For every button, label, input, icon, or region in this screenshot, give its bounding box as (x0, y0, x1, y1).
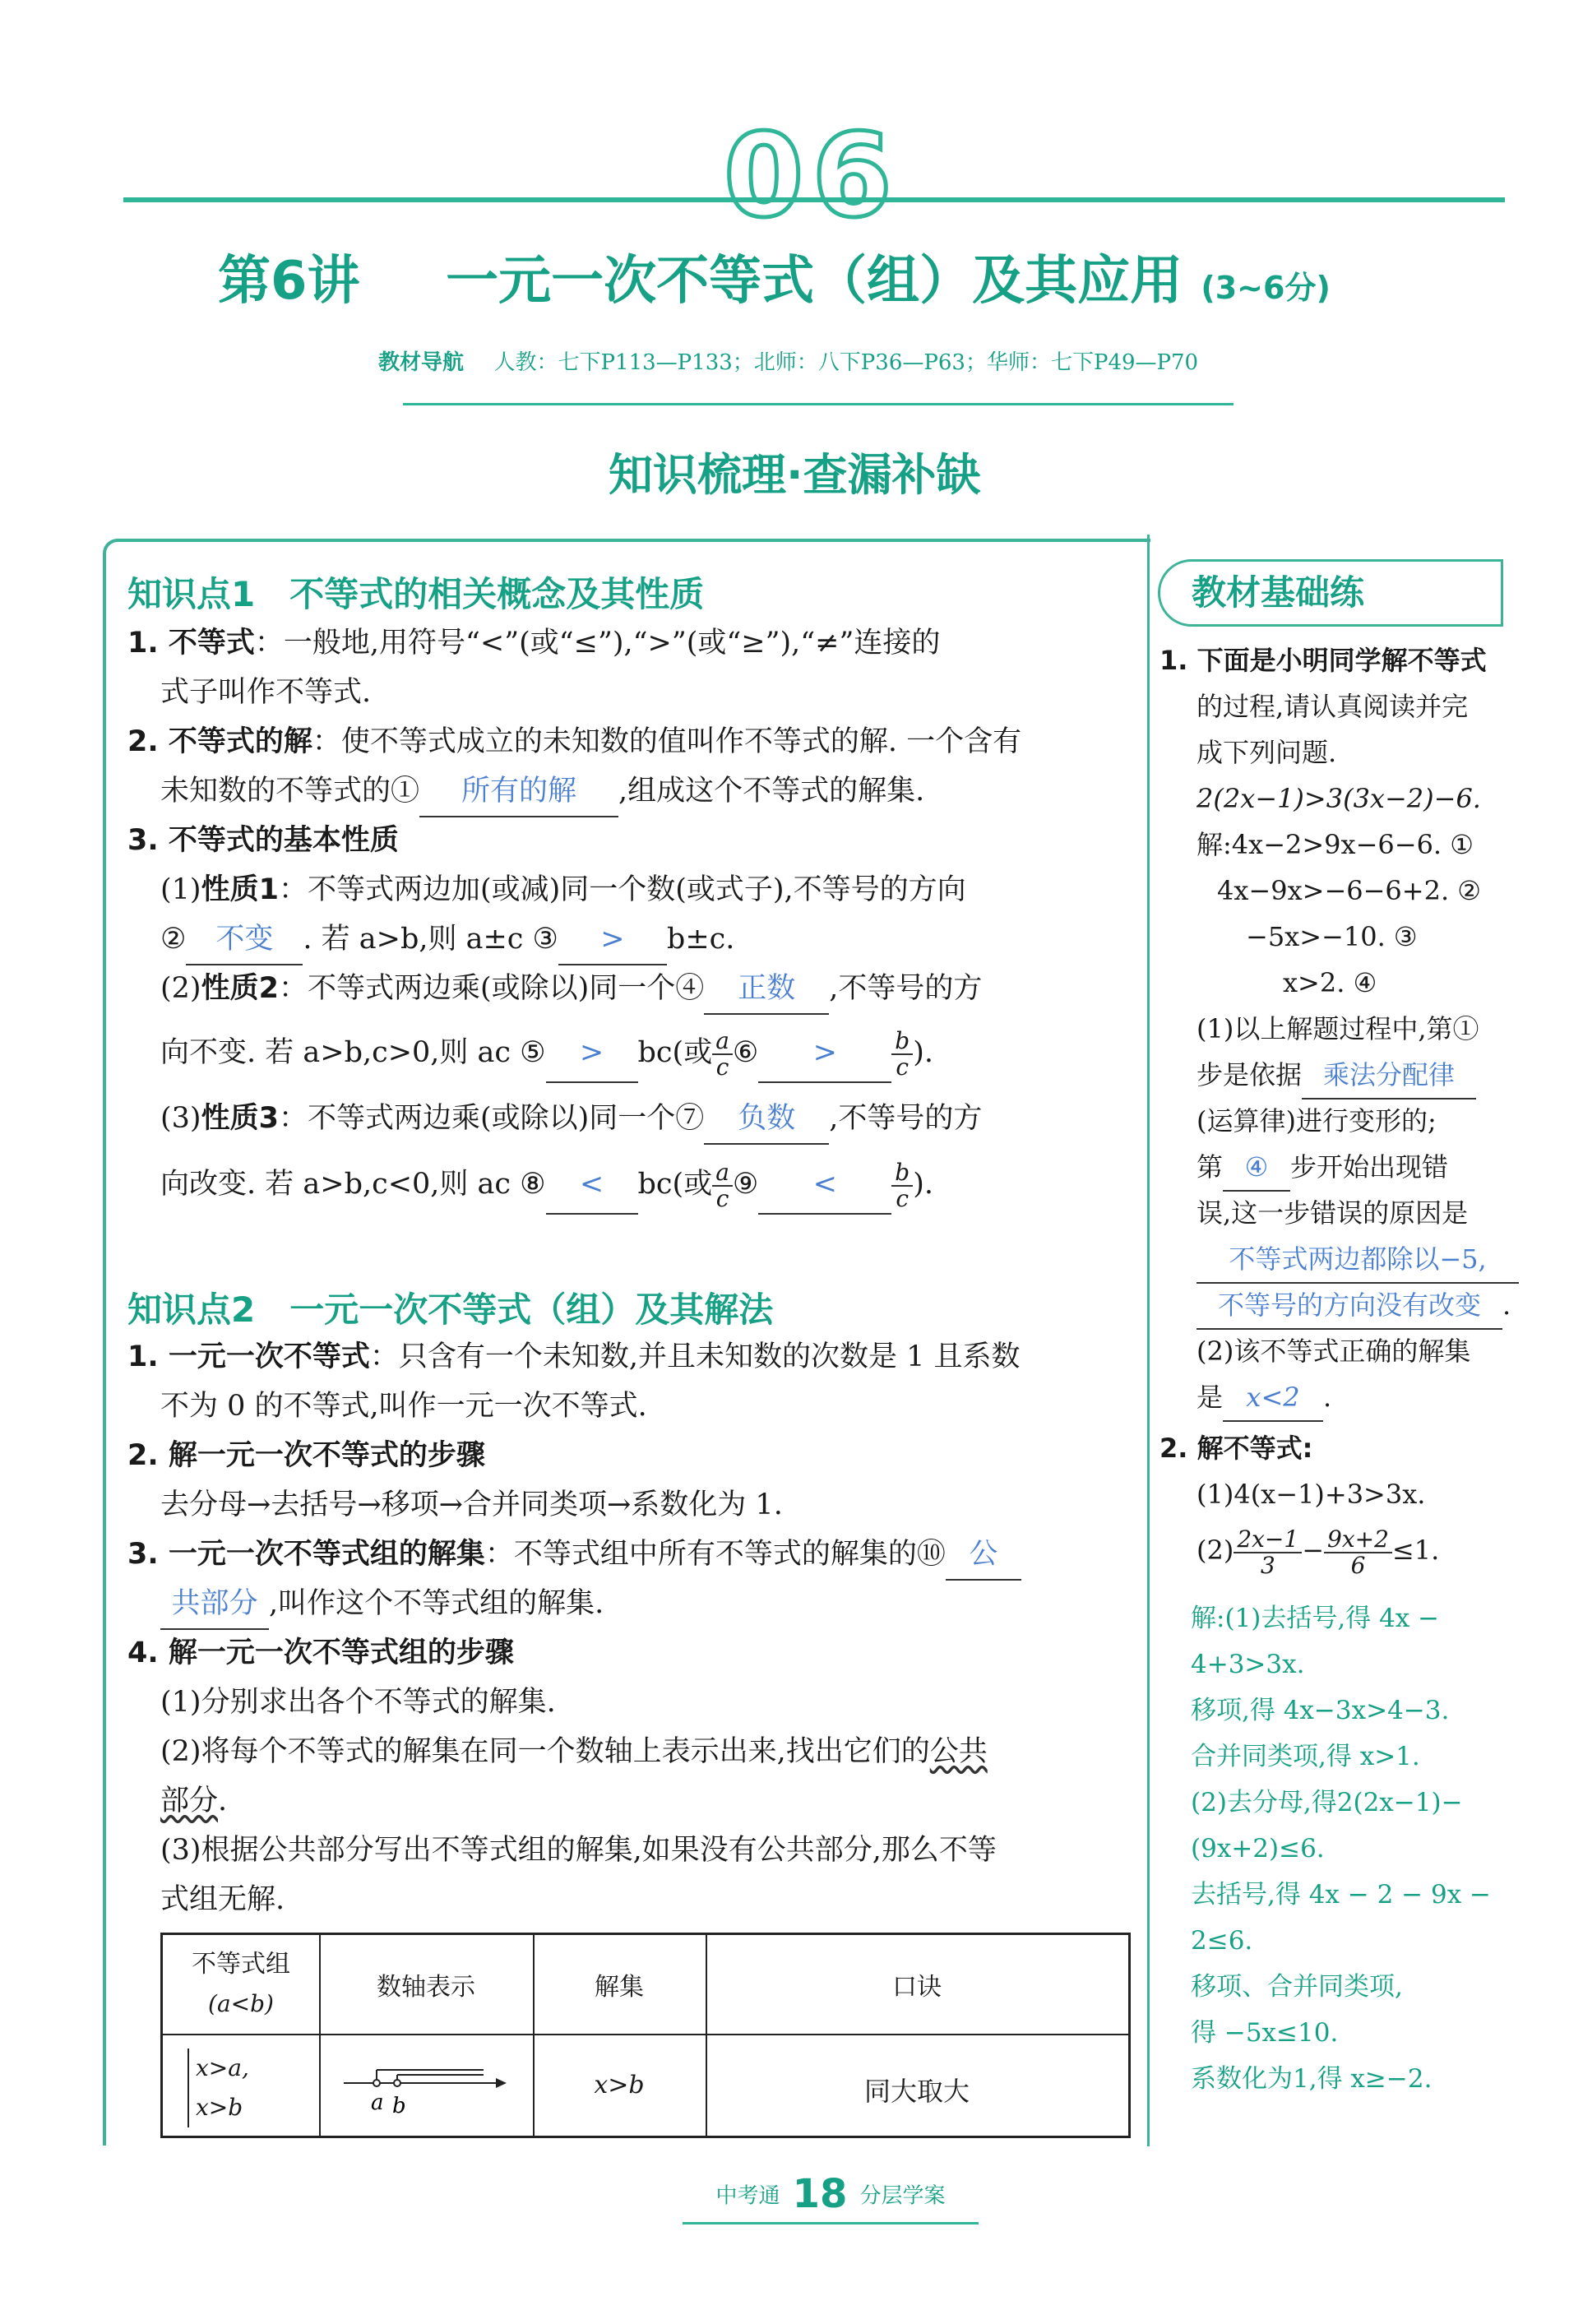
side-a6 (1197, 1236, 1525, 1284)
kp1-item2-label: 2. 不等式的解 (127, 725, 312, 758)
blank-step: ④ (1223, 1144, 1290, 1192)
kp1-item3 (127, 816, 1131, 865)
solution-line: 解:(1)去括号,得 4x − (1191, 1604, 1440, 1633)
blank-3: > (558, 914, 667, 965)
blank-2: 不变 (186, 914, 303, 965)
kp1-item3-label: 3. 不等式的基本性质 (127, 824, 399, 857)
table-row-solution: x>b (594, 2071, 645, 2099)
side-step4: x>2. ④ (1283, 967, 1377, 998)
side-step1: 解:4x−2>9x−6−6. ① (1197, 829, 1474, 860)
side-a9: 是 x<2 . (1197, 1374, 1525, 1422)
kp2-item1-cont: 不为 0 的不等式,叫作一元一次不等式. (160, 1390, 647, 1423)
side-a4: 第 ④ 步开始出现错 (1197, 1144, 1525, 1192)
side-a5: 误,这一步错误的原因是 (1197, 1197, 1469, 1229)
blank-10: 公 (946, 1530, 1021, 1581)
blank-reason-2: 不等号的方向没有改变 (1197, 1282, 1502, 1330)
nav-text: 人教：七下P113—P133；北师：八下P36—P63；华师：七下P49—P70 (493, 350, 1199, 375)
property-3: (3)性质3：不等式两边乘(或除以)同一个⑦ 负数 ,不等号的方 (160, 1094, 1164, 1145)
kp2-step3-cont: 式组无解. (160, 1883, 285, 1916)
footer-right: 分层学案 (859, 2183, 946, 2209)
solution-line: 去括号,得 4x − 2 − 9x − (1191, 1880, 1492, 1910)
side-q1-line3: 成下列问题. (1197, 737, 1337, 768)
kp2-step2-cont: 部分. (160, 1785, 228, 1817)
kp1-item1 (127, 618, 1131, 668)
axis-label-a: a (371, 2090, 384, 2115)
blank-rule: 乘法分配律 (1302, 1052, 1476, 1100)
side-q2-1: (1)4(x−1)+3>3x. (1197, 1479, 1426, 1510)
solution-line: 2≤6. (1191, 1926, 1253, 1956)
blank-9: < (758, 1155, 891, 1215)
kp2-heading: 知识点2 一元一次不等式（组）及其解法 (127, 1289, 774, 1330)
solution-line: (9x+2)≤6. (1191, 1834, 1325, 1863)
solution-line: (2)去分母,得2(2x−1)− (1191, 1788, 1463, 1817)
kp1-item2-text: ：使不等式成立的未知数的值叫作不等式的解. 一个含有 (312, 725, 1022, 758)
table-row-rule: 同大取大 (863, 2076, 970, 2107)
blank-10-cont: 共部分 (160, 1579, 269, 1630)
kp1-item2-cont: 未知数的不等式的① 所有的解 ,组成这个不等式的解集. (160, 766, 1164, 817)
textbook-nav (378, 345, 1198, 376)
fraction-a-c-2: $\frac{a}{c}$ (712, 1160, 733, 1211)
solution-line: 移项,得 4x−3x>4−3. (1191, 1696, 1450, 1725)
side-q1: 1. 下面是小明同学解不等式 (1159, 645, 1487, 676)
blank-6: > (758, 1024, 891, 1083)
table-header-system: 不等式组 (a<b) (192, 1950, 290, 2017)
property-2-cont: 向不变. 若 a>b,c>0,则 ac ⑤ > bc(或 $\frac{a}{c}$ ⑥ > $\frac{b}{c}$ ). (160, 1024, 1164, 1083)
fraction-b-c: $\frac{b}{c}$ (891, 1029, 913, 1080)
blank-1: 所有的解 (419, 766, 618, 817)
table-header-rule: 口诀 (892, 1973, 942, 2002)
property-1-cont: ② 不变 . 若 a>b,则 a±c ③ > b±c. (160, 914, 1164, 965)
property-3-cont: 向改变. 若 a>b,c<0,则 ac ⑧ < bc(或 $\frac{a}{c}$ ⑨ < $\frac{b}{c}$ ). (160, 1155, 1164, 1215)
nav-rule (403, 403, 1234, 405)
side-equation: 2(2x−1)>3(3x−2)−6. (1197, 783, 1481, 814)
table-header-axis: 数轴表示 (377, 1973, 475, 2002)
side-a1: (1)以上解题过程中,第① (1197, 1013, 1479, 1044)
inequality-table (160, 1933, 1131, 2138)
kp2-item3: 3. 一元一次不等式组的解集：不等式组中所有不等式的解集的⑩ 公 (127, 1530, 1131, 1581)
lecture-big-number: 06 (724, 109, 900, 243)
kp1-heading: 知识点1 不等式的相关概念及其性质 (127, 574, 705, 614)
side-q2: 2. 解不等式: (1159, 1433, 1313, 1464)
lecture-title: 一元一次不等式（组）及其应用 (446, 251, 1183, 312)
fraction-b-c-2: $\frac{b}{c}$ (891, 1160, 913, 1211)
page-number: 18 (792, 2171, 848, 2217)
solution-line: 移项、合并同类项, (1191, 1972, 1403, 2002)
blank-5: > (546, 1024, 638, 1083)
solution-line: 得 −5x≤10. (1191, 2018, 1339, 2048)
section-title: 知识梳理·查漏补缺 (609, 449, 981, 501)
kp1-item1-cont: 式子叫作不等式. (160, 676, 372, 709)
kp2-item2: 2. 解一元一次不等式的步骤 (127, 1439, 485, 1472)
kp2-step1: (1)分别求出各个不等式的解集. (160, 1686, 556, 1719)
axis-label-b: b (392, 2094, 406, 2118)
side-solution (1191, 1595, 1520, 2102)
side-panel-title: 教材基础练 (1158, 559, 1503, 627)
footer-rule (683, 2222, 979, 2224)
kp1-item1-text: ：一般地,用符号“<”(或“≤”),“>”(或“≥”),“≠”连接的 (254, 627, 941, 660)
lecture-number: 第6讲 (218, 251, 360, 312)
blank-reason-1: 不等式两边都除以−5, (1197, 1236, 1519, 1284)
page-title (218, 238, 1331, 314)
blank-4: 正数 (704, 964, 829, 1015)
kp2-step3: (3)根据公共部分写出不等式组的解集,如果没有公共部分,那么不等 (160, 1834, 997, 1867)
side-a3: (运算律)进行变形的; (1197, 1105, 1437, 1137)
blank-7: 负数 (704, 1094, 829, 1145)
solution-line: 合并同类项,得 x>1. (1191, 1742, 1420, 1771)
kp1-item2 (127, 717, 1131, 766)
side-q1-line2: 的过程,请认真阅读并完 (1197, 691, 1469, 722)
property-2: (2)性质2：不等式两边乘(或除以)同一个④ 正数 ,不等号的方 (160, 964, 1164, 1015)
kp2-item4: 4. 解一元一次不等式组的步骤 (127, 1637, 514, 1669)
fraction-a-c: $\frac{a}{c}$ (712, 1029, 733, 1080)
footer-left: 中考通 (715, 2183, 780, 2209)
nav-label: 教材导航 (378, 350, 465, 375)
table-header-solution: 解集 (595, 1973, 644, 2002)
kp2-item1: 1. 一元一次不等式：只含有一个未知数,并且未知数的次数是 1 且系数 (127, 1340, 1021, 1373)
table-row-system: x>a, x>b (187, 2049, 249, 2127)
blank-solution: x<2 (1223, 1374, 1323, 1422)
side-a2: 步是依据 乘法分配律 (1197, 1052, 1525, 1100)
side-a8: (2)该不等式正确的解集 (1197, 1336, 1471, 1367)
property-1: (1)性质1：不等式两边加(或减)同一个数(或式子),不等号的方向 (160, 873, 966, 906)
blank-8: < (546, 1155, 638, 1215)
solution-line: 4+3>3x. (1191, 1650, 1305, 1679)
kp2-step2: (2)将每个不等式的解集在同一个数轴上表示出来,找出它们的公共 (160, 1735, 988, 1768)
score-range: (3~6分) (1201, 270, 1331, 306)
solution-line: 系数化为1,得 x≥−2. (1191, 2064, 1433, 2094)
side-q2-2: (2) $\frac{2x-1}{3}$ − $\frac{9x+2}{6}$ ≤1. (1197, 1525, 1440, 1579)
kp1-item1-label: 1. 不等式 (127, 627, 255, 660)
kp2-item3-cont: 共部分 ,叫作这个不等式组的解集. (160, 1579, 1164, 1630)
side-a7: 不等号的方向没有改变 . (1197, 1282, 1525, 1330)
side-step2: 4x−9x>−6−6+2. ② (1217, 875, 1481, 906)
number-line-diagram (344, 2058, 508, 2124)
footer (683, 2171, 979, 2220)
side-step3: −5x>−10. ③ (1246, 921, 1418, 952)
kp2-item2-steps: 去分母→去括号→移项→合并同类项→系数化为 1. (160, 1488, 783, 1521)
